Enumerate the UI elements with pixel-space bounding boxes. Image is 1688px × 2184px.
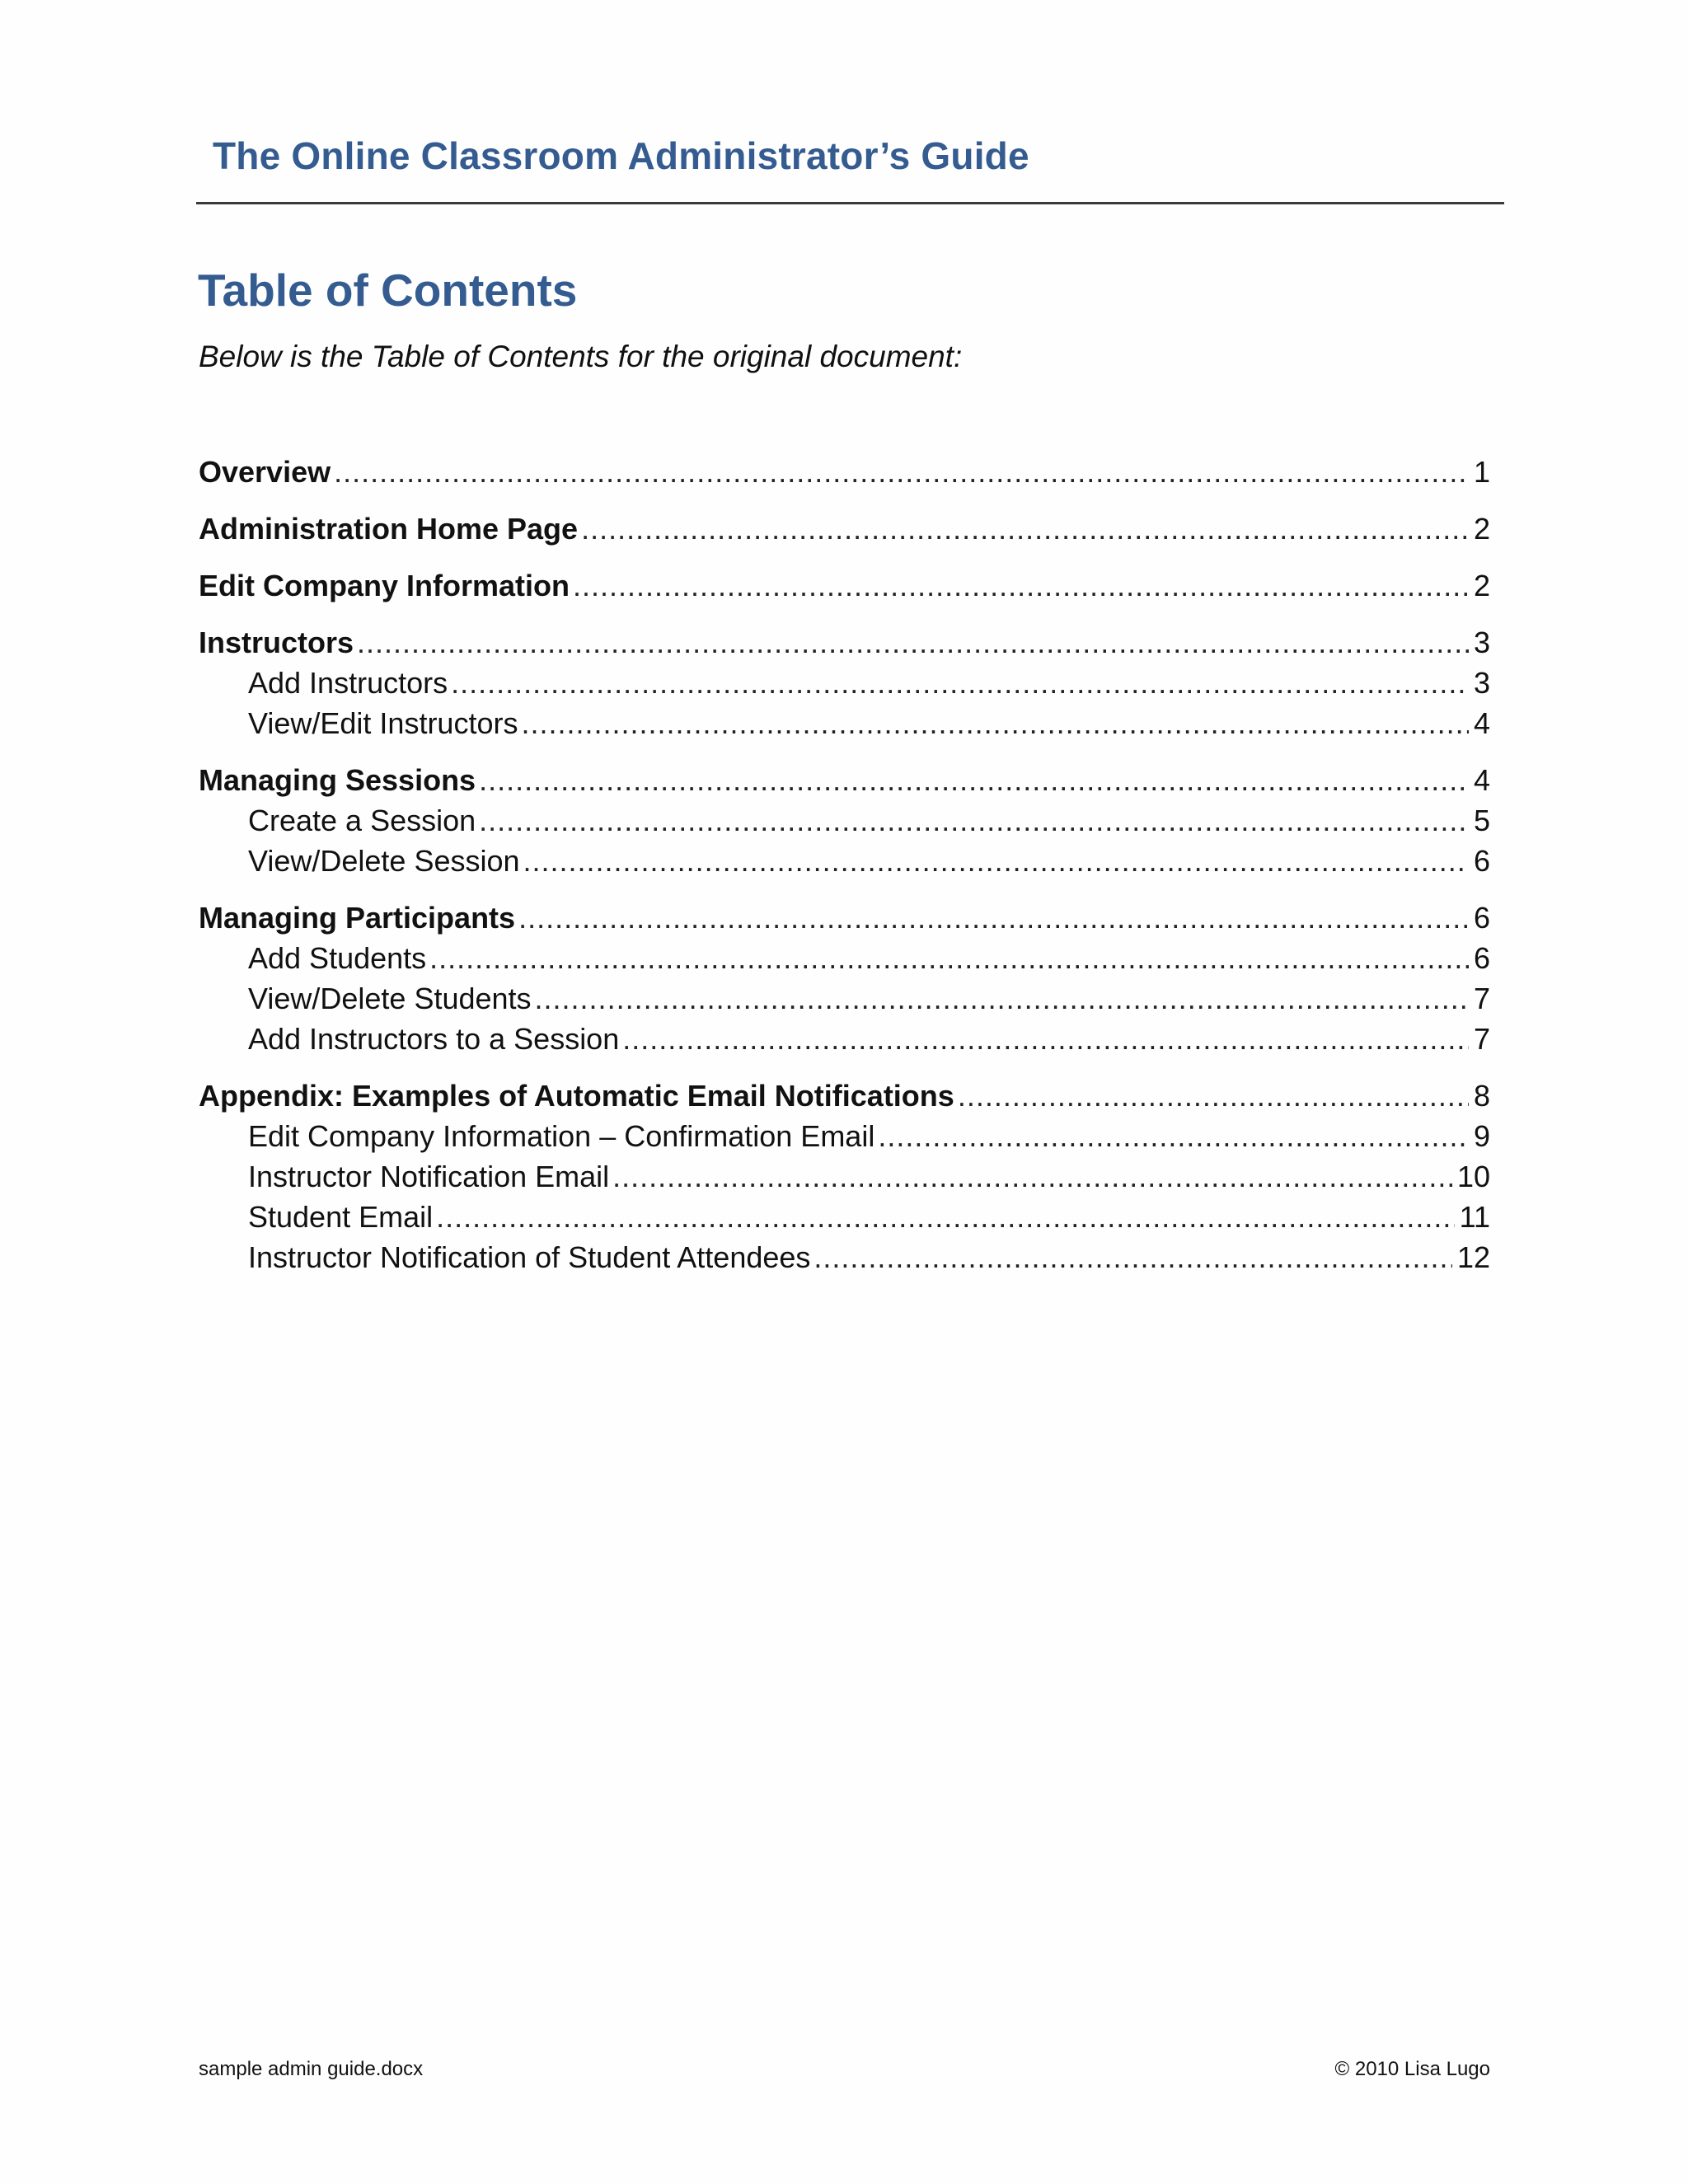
toc-entry[interactable] bbox=[199, 452, 1490, 492]
toc-dot-leader bbox=[479, 760, 1469, 800]
toc-dot-leader bbox=[523, 841, 1469, 881]
toc-entry-label: Instructor Notification Email bbox=[248, 1160, 610, 1193]
toc-entry[interactable] bbox=[199, 978, 1490, 1019]
toc-entry-page-number: 3 bbox=[1473, 666, 1490, 700]
toc-entry[interactable] bbox=[199, 760, 1490, 800]
toc-entry-page-number: 5 bbox=[1473, 804, 1490, 837]
toc-dot-leader bbox=[479, 800, 1469, 841]
toc-entry-label: Instructor Notification of Student Attendees bbox=[248, 1240, 811, 1274]
toc-entry-page-number: 10 bbox=[1456, 1160, 1490, 1193]
toc-entry-label: Appendix: Examples of Automatic Email Notifications bbox=[199, 1079, 954, 1113]
toc-entry[interactable] bbox=[199, 509, 1490, 549]
toc-entry[interactable] bbox=[199, 703, 1490, 743]
toc-dot-leader bbox=[814, 1237, 1452, 1277]
toc-entry-label: Add Instructors bbox=[248, 666, 448, 700]
toc-entry-label: Instructors bbox=[199, 626, 354, 659]
toc-entry[interactable] bbox=[199, 1197, 1490, 1237]
toc-entry[interactable] bbox=[199, 663, 1490, 703]
toc-intro-text: Below is the Table of Contents for the original document: bbox=[199, 340, 963, 373]
toc-entry-label: Create a Session bbox=[248, 804, 476, 837]
toc-entry-label: Administration Home Page bbox=[199, 512, 579, 546]
toc-dot-leader bbox=[612, 1156, 1452, 1197]
toc-entry-page-number: 6 bbox=[1473, 844, 1490, 878]
toc-entry-page-number: 7 bbox=[1473, 982, 1490, 1015]
header-divider bbox=[196, 202, 1504, 204]
toc-entry[interactable] bbox=[199, 841, 1490, 881]
toc-entry-page-number: 8 bbox=[1473, 1079, 1490, 1113]
toc-dot-leader bbox=[958, 1076, 1469, 1116]
toc-dot-leader bbox=[878, 1116, 1469, 1156]
toc-entry-page-number: 2 bbox=[1473, 569, 1490, 602]
toc-entry[interactable] bbox=[199, 1076, 1490, 1116]
toc-entry-page-number: 7 bbox=[1473, 1022, 1490, 1056]
toc-entry[interactable] bbox=[199, 565, 1490, 606]
toc-entry-page-number: 6 bbox=[1473, 941, 1490, 975]
toc-entry-page-number: 2 bbox=[1473, 512, 1490, 546]
toc-dot-leader bbox=[622, 1019, 1469, 1059]
toc-dot-leader bbox=[521, 703, 1469, 743]
toc-dot-leader bbox=[429, 938, 1469, 978]
toc-dot-leader bbox=[535, 978, 1469, 1019]
toc-entry-page-number: 4 bbox=[1473, 763, 1490, 797]
footer-filename: sample admin guide.docx bbox=[199, 2058, 424, 2080]
toc-entry-page-number: 6 bbox=[1473, 901, 1490, 935]
toc-entry-page-number: 12 bbox=[1456, 1240, 1490, 1274]
toc-entry-page-number: 9 bbox=[1473, 1119, 1490, 1153]
toc-dot-leader bbox=[518, 898, 1469, 938]
toc-entry[interactable] bbox=[199, 1116, 1490, 1156]
toc-entry-label: Managing Sessions bbox=[199, 763, 476, 797]
toc-dot-leader bbox=[436, 1197, 1455, 1237]
toc-dot-leader bbox=[334, 452, 1469, 492]
toc-entry-label: Add Instructors to a Session bbox=[248, 1022, 620, 1056]
toc-entry-page-number: 4 bbox=[1473, 706, 1490, 740]
toc-entry[interactable] bbox=[199, 800, 1490, 841]
toc-entry-label: View/Delete Students bbox=[248, 982, 532, 1015]
toc-entry-label: View/Edit Instructors bbox=[248, 706, 518, 740]
toc-entry[interactable] bbox=[199, 1019, 1490, 1059]
toc-entry-label: Add Students bbox=[248, 941, 427, 975]
toc-entry-label: Edit Company Information bbox=[199, 569, 570, 602]
toc-entry[interactable] bbox=[199, 1156, 1490, 1197]
toc-entry-label: Overview bbox=[199, 455, 331, 489]
toc-entry-page-number: 3 bbox=[1473, 626, 1490, 659]
toc-entry-page-number: 1 bbox=[1473, 455, 1490, 489]
table-of-contents bbox=[199, 452, 1490, 1277]
toc-heading: Table of Contents bbox=[198, 265, 578, 316]
toc-dot-leader bbox=[581, 509, 1469, 549]
toc-dot-leader bbox=[357, 622, 1469, 663]
toc-entry-label: View/Delete Session bbox=[248, 844, 520, 878]
toc-entry-label: Managing Participants bbox=[199, 901, 516, 935]
toc-dot-leader bbox=[573, 565, 1469, 606]
toc-entry-label: Edit Company Information – Confirmation Email bbox=[248, 1119, 875, 1153]
toc-entry-label: Student Email bbox=[248, 1200, 434, 1234]
toc-entry[interactable] bbox=[199, 622, 1490, 663]
toc-entry-page-number: 11 bbox=[1459, 1200, 1490, 1234]
toc-entry[interactable] bbox=[199, 898, 1490, 938]
footer-copyright: © 2010 Lisa Lugo bbox=[1334, 2058, 1490, 2080]
document-header-title: The Online Classroom Administrator’s Guide bbox=[213, 134, 1029, 177]
toc-entry[interactable] bbox=[199, 938, 1490, 978]
toc-dot-leader bbox=[451, 663, 1469, 703]
toc-entry[interactable] bbox=[199, 1237, 1490, 1277]
